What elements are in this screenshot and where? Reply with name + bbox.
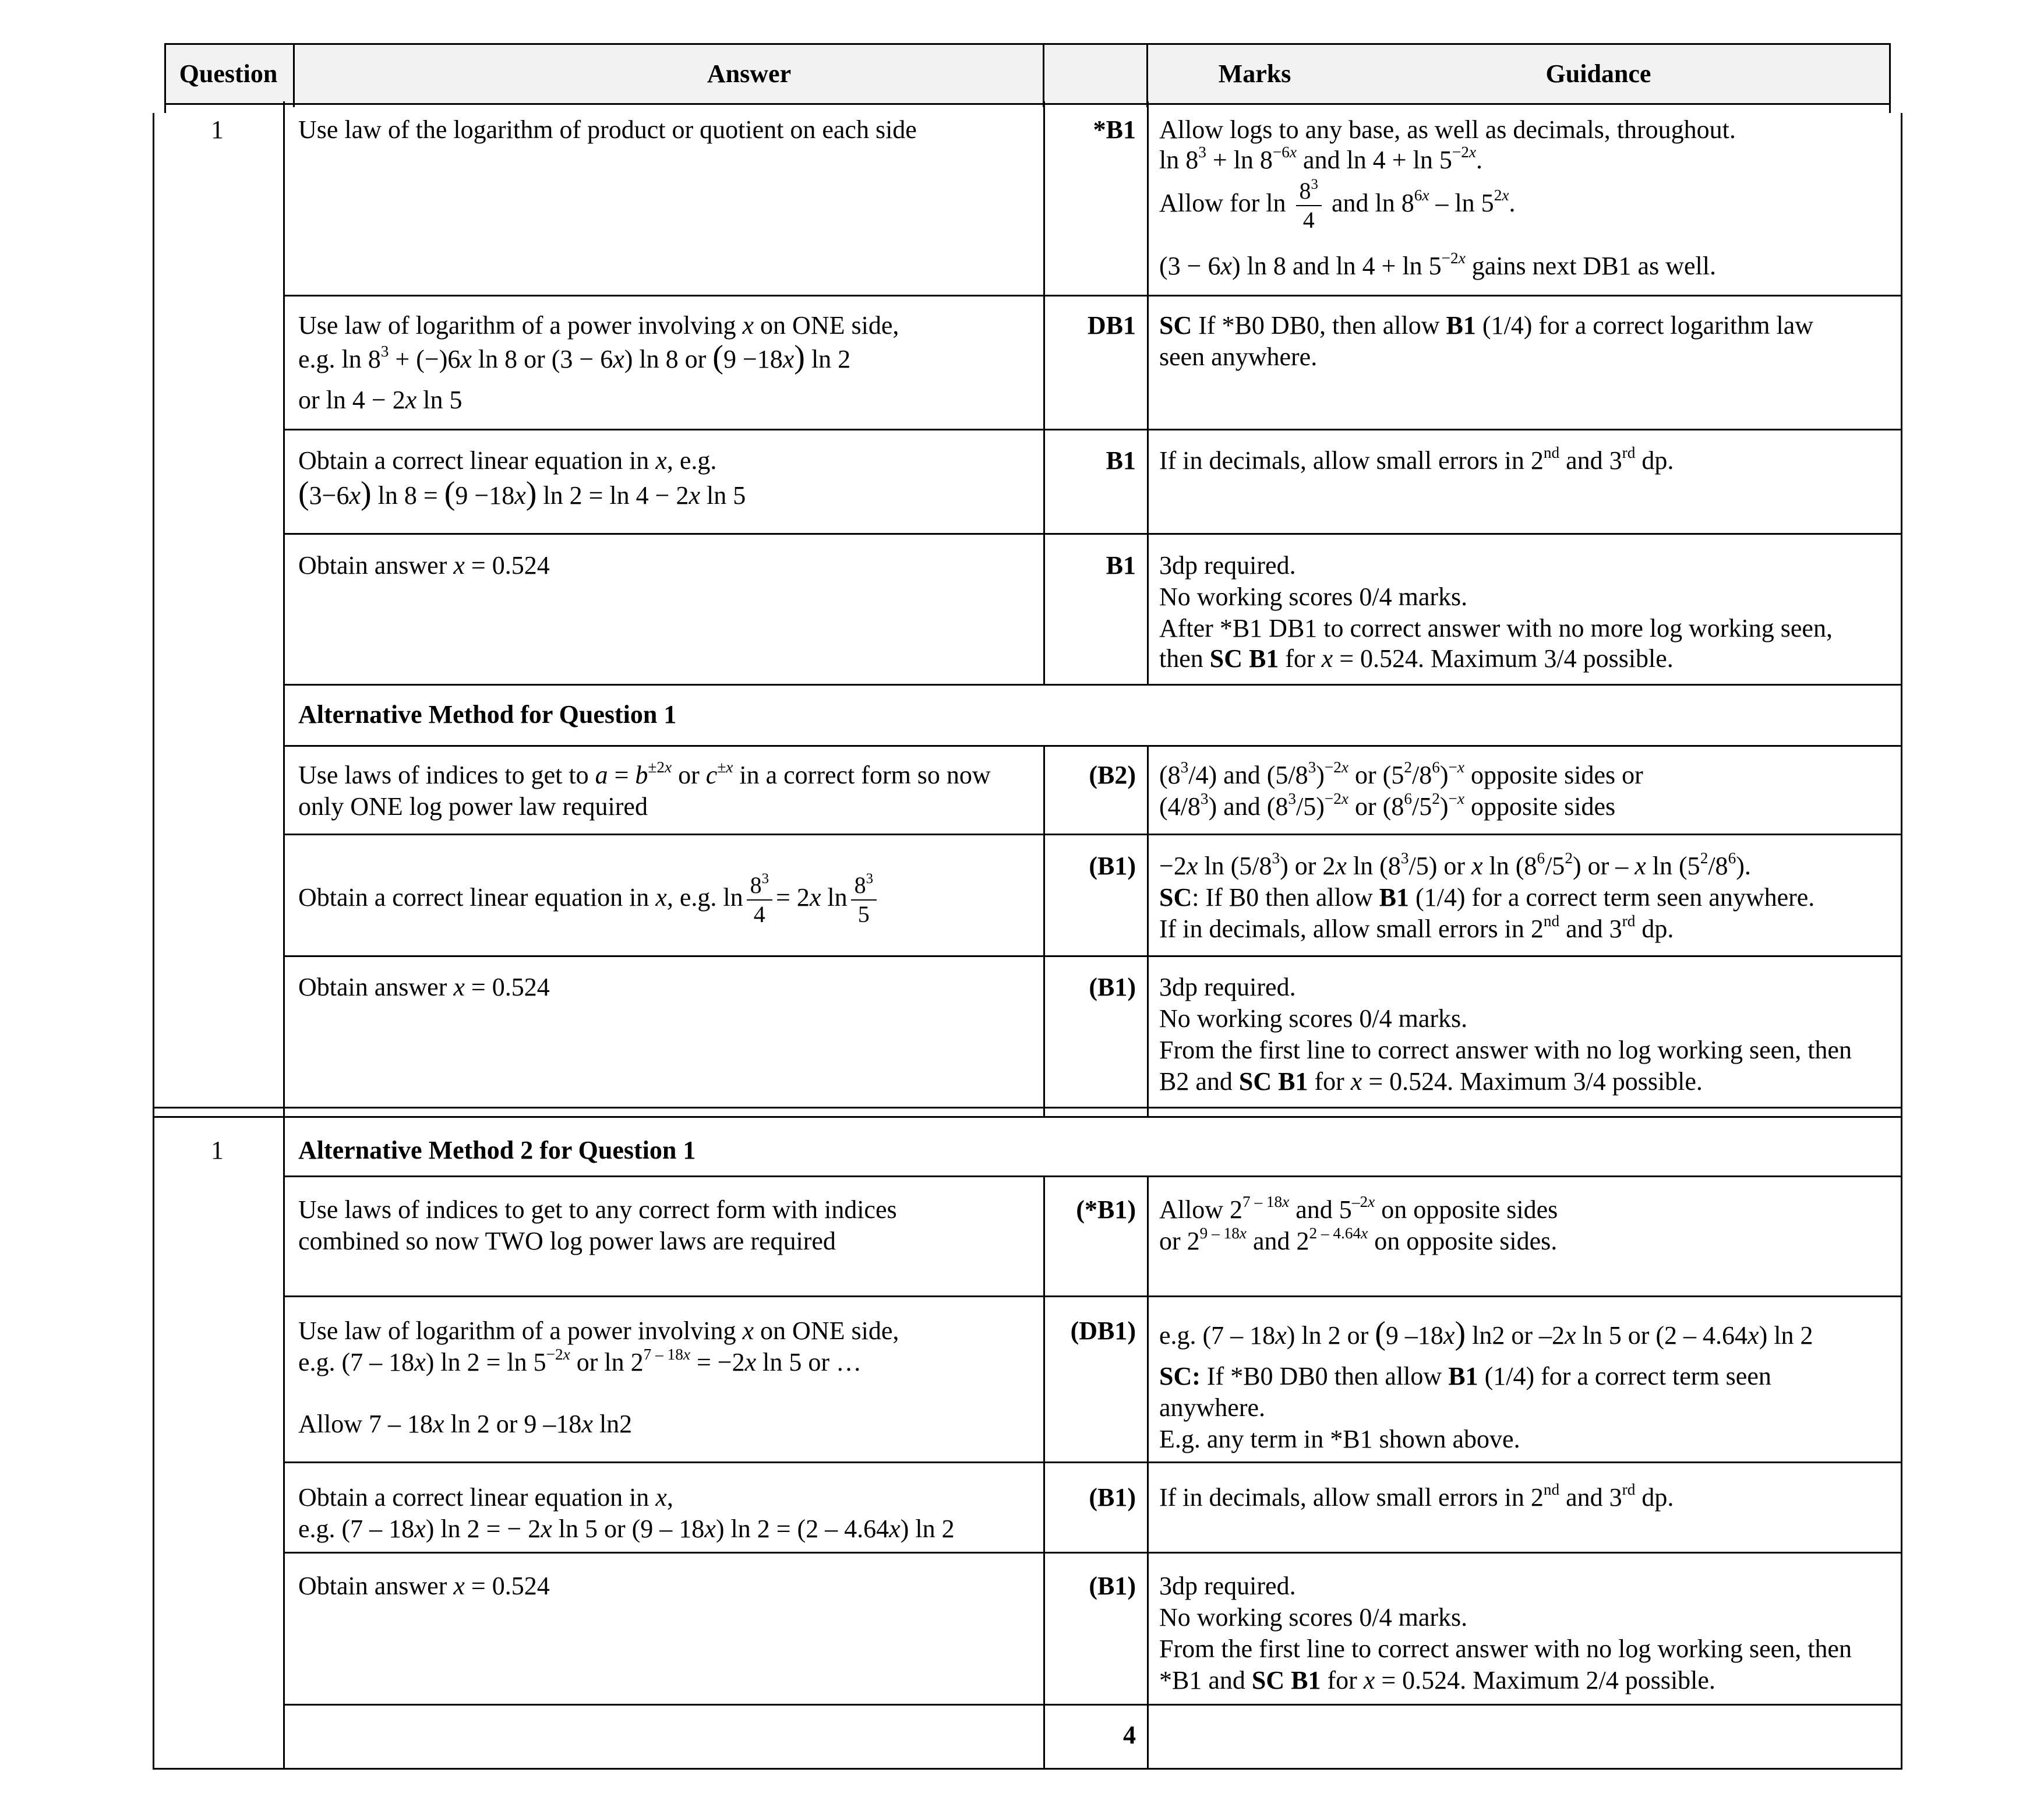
answer-cell: Use law of the logarithm of product or quotient on each side — [298, 115, 917, 144]
guidance-cell: From the first line to correct answer with no log working seen, then — [1159, 1634, 1852, 1663]
answer-cell: Use laws of indices to get to any correct form with indices — [298, 1195, 897, 1224]
total-marks: 4 — [1123, 1721, 1136, 1749]
guidance-cell: anywhere. — [1159, 1393, 1266, 1422]
guidance-cell: SC: If B0 then allow B1 (1/4) for a correct term seen anywhere. — [1159, 883, 1815, 912]
alternative-method-title: Alternative Method for Question 1 — [298, 700, 677, 729]
header-marks: Marks — [1218, 59, 1291, 88]
mark-cell: B1 — [1106, 551, 1136, 580]
answer-cell: only ONE log power law required — [298, 792, 648, 821]
guidance-cell: then SC B1 for x = 0.524. Maximum 3/4 possible. — [1159, 644, 1674, 673]
mark-cell: (B2) — [1089, 761, 1136, 789]
answer-cell: Obtain a correct linear equation in x, e.g. ln $\frac{8^3}{4}$ = 2x ln $\frac{8^3}{5}$ — [298, 874, 880, 926]
answer-cell: e.g. (7 – 18x) ln 2 = − 2x ln 5 or (9 – 18x) ln 2 = (2 – 4.64x) ln 2 — [298, 1514, 955, 1543]
table-header — [164, 43, 1891, 105]
answer-cell: combined so now TWO log power laws are required — [298, 1227, 836, 1255]
answer-cell: Obtain a correct linear equation in x, e.g. — [298, 446, 717, 475]
question-number: 1 — [211, 115, 224, 144]
guidance-cell: −2x $\ln (5/8^3)$ or 2x $\ln (8^3/5)$ or x $\ln (8^6/5^2)$ or – x $\ln (5^2/8^6)$. — [1159, 849, 1751, 880]
guidance-cell: After *B1 DB1 to correct answer with no more log working seen, — [1159, 614, 1833, 642]
answer-cell: (3−6x) ln 8 = (9 −18x) ln 2 = ln 4 − 2x ln 5 — [298, 475, 746, 511]
guidance-cell: No working scores 0/4 marks. — [1159, 1603, 1468, 1632]
mark-cell: *B1 — [1093, 115, 1136, 144]
guidance-cell: SC: If *B0 DB0 then allow B1 (1/4) for a correct term seen — [1159, 1362, 1771, 1390]
guidance-cell: $\ln 8^3 + \ln 8^{-6x}$ and $\ln 4 + \ln 5^{-2x}$. — [1159, 143, 1482, 174]
mark-cell: DB1 — [1087, 311, 1136, 340]
answer-cell: e.g. $\ln 8^3 + (-)6x$ ln 8 or (3 − 6x) ln 8 or (9 −18x) ln 2 — [298, 339, 851, 375]
answer-cell: Obtain answer x = 0.524 — [298, 551, 550, 580]
header-answer: Answer — [707, 59, 792, 88]
answer-cell: Obtain a correct linear equation in x, — [298, 1483, 673, 1512]
mark-cell: (B1) — [1089, 973, 1136, 1001]
guidance-cell: *B1 and SC B1 for x = 0.524. Maximum 2/4 possible. — [1159, 1666, 1715, 1694]
guidance-cell: 3dp required. — [1159, 1572, 1296, 1600]
guidance-cell: No working scores 0/4 marks. — [1159, 1004, 1468, 1033]
guidance-cell: B2 and SC B1 for x = 0.524. Maximum 3/4 possible. — [1159, 1067, 1703, 1096]
guidance-cell: 3dp required. — [1159, 551, 1296, 580]
answer-cell: Obtain answer x = 0.524 — [298, 973, 550, 1001]
answer-cell: Obtain answer x = 0.524 — [298, 1572, 550, 1600]
alternative-method-title: Alternative Method 2 for Question 1 — [298, 1136, 696, 1164]
guidance-cell: $(8^3/4)$ and $(5/8^3)^{-2x}$ or $(5^2/8^6)^{-x}$ opposite sides or — [1159, 758, 1643, 789]
guidance-cell: If in decimals, allow small errors in 2nd and 3rd dp. — [1159, 1480, 1674, 1512]
guidance-cell: (3 − 6x) ln 8 and $\ln 4 + \ln 5^{-2x}$ gains next DB1 as well. — [1159, 249, 1716, 280]
header-question: Question — [179, 59, 278, 88]
mark-cell: (*B1) — [1076, 1195, 1136, 1224]
answer-cell: Use law of logarithm of a power involving x on ONE side, — [298, 311, 899, 340]
guidance-cell: E.g. any term in *B1 shown above. — [1159, 1425, 1520, 1453]
answer-cell: Use law of logarithm of a power involving x on ONE side, — [298, 1316, 899, 1345]
guidance-cell: Allow for ln $\frac{8^3}{4}$ and $\ln 8^{6x}$ – $\ln 5^{2x}$. — [1159, 176, 1516, 233]
guidance-cell: If in decimals, allow small errors in 2nd and 3rd dp. — [1159, 912, 1674, 943]
guidance-cell: e.g. (7 – 18x) ln 2 or (9 –18x) ln2 or –2x ln 5 or (2 – 4.64x) ln 2 — [1159, 1315, 1813, 1351]
guidance-cell: $(4/8^3)$ and $(8^3/5)^{-2x}$ or $(8^6/5^2)^{-x}$ opposite sides — [1159, 789, 1616, 821]
guidance-cell: Allow logs to any base, as well as decimals, throughout. — [1159, 115, 1736, 144]
guidance-cell: No working scores 0/4 marks. — [1159, 582, 1468, 611]
mark-cell: (DB1) — [1070, 1316, 1136, 1345]
guidance-cell: or $2^{9 - 18x}$ and $2^{2 - 4.64x}$ on opposite sides. — [1159, 1224, 1558, 1255]
guidance-cell: Allow $2^{7 - 18x}$ and $5^{-2x}$ on opposite sides — [1159, 1192, 1558, 1224]
guidance-cell: If in decimals, allow small errors in 2nd and 3rd dp. — [1159, 443, 1674, 475]
answer-cell: Allow 7 – 18x ln 2 or 9 –18x ln2 — [298, 1410, 633, 1438]
answer-cell: e.g. (7 – 18x) $\ln 2 = \ln 5^{-2x}$ or $\ln 2^{7 - 18x} = -2x$ ln 5 or … — [298, 1345, 862, 1376]
mark-cell: (B1) — [1089, 1572, 1136, 1600]
mark-cell: (B1) — [1089, 852, 1136, 880]
answer-cell: Use laws of indices to get to $a = b^{\pm 2x}$ or $c^{\pm x}$ in a correct form so now — [298, 758, 991, 789]
mark-cell: (B1) — [1089, 1483, 1136, 1512]
guidance-cell: SC If *B0 DB0, then allow B1 (1/4) for a correct logarithm law — [1159, 311, 1813, 340]
header-guidance: Guidance — [1545, 59, 1651, 88]
answer-cell: or ln 4 − 2x ln 5 — [298, 386, 463, 414]
mark-cell: B1 — [1106, 446, 1136, 475]
question-number: 1 — [211, 1136, 224, 1164]
guidance-cell: seen anywhere. — [1159, 343, 1318, 371]
guidance-cell: From the first line to correct answer with no log working seen, then — [1159, 1036, 1852, 1064]
guidance-cell: 3dp required. — [1159, 973, 1296, 1001]
